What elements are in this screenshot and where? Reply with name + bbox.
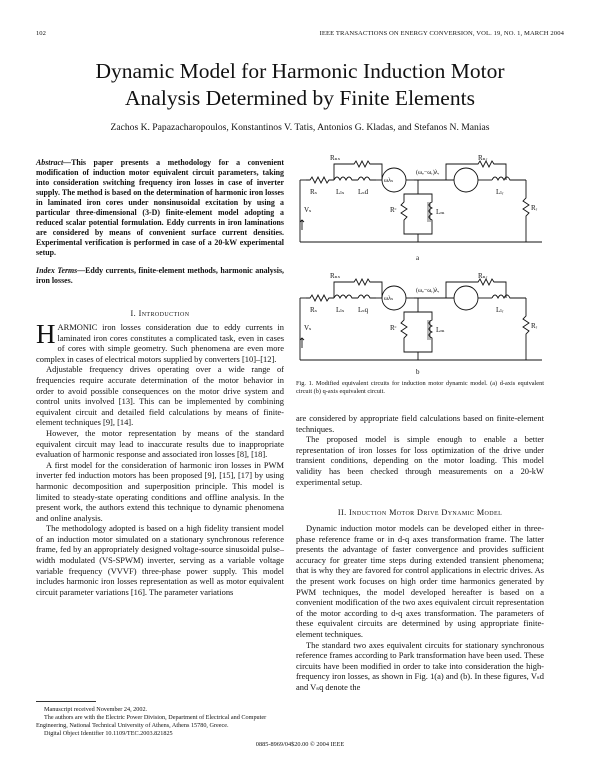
footnote-received: Manuscript received November 24, 2002. (44, 706, 148, 713)
label-lsq-b: Lₛq (358, 306, 369, 314)
lsd-inductor-a (358, 177, 376, 180)
index-terms-text: Eddy currents, finite-element methods, harmonic analysis, iron losses. (36, 266, 284, 285)
label-llr-b: Lₗᵣ (496, 306, 504, 314)
label-llr-a: Lₗᵣ (496, 188, 504, 196)
label-rr-b: Rᵣ (531, 322, 538, 330)
label-src2-a: (ωₑ−ωᵣ)λᵣ (416, 169, 440, 176)
label-rfr-b: Rₙᵣ (478, 272, 488, 280)
label-lsd-a: Lₛd (358, 188, 369, 196)
voltage-arrow-b (300, 338, 304, 348)
circuit-b (300, 272, 542, 376)
drop-cap: H (36, 319, 56, 349)
rfr-resistor-b (446, 279, 506, 298)
lls-inductor-a (334, 177, 358, 180)
rfr-resistor-a (446, 161, 506, 180)
label-vs-a: Vₛ (304, 206, 312, 214)
page-number: 102 (36, 30, 46, 37)
figure-label-a: a (416, 254, 420, 262)
abstract-label: Abstract— (36, 158, 72, 167)
rr-resistor-a (523, 180, 529, 242)
label-rc-a: Rᶜ (390, 206, 397, 214)
label-lm-a: Lₘ (436, 208, 445, 216)
rs-resistor-a (306, 177, 334, 183)
section2-paragraph-2: The standard two axes equivalent circuits for stationary synchronous reference frames according to Park transformation have been used. These circuits have been modified in order to take into consideration the high-frequency iron losses, as shown in Fig. 1(a) and (b). In these figures, Vₛd and Vₛq denote the (296, 639, 544, 692)
copyright-footer: 0885-8969/04$20.00 © 2004 IEEE (255, 741, 345, 748)
intro-paragraph-1 (36, 319, 284, 364)
author-list: Zachos K. Papazacharopoulos, Konstantinos V. Tatis, Antonios G. Kladas, and Stefanos N. Manias (110, 122, 490, 133)
col2-paragraph-1: are considered by appropriate field calculations based on finite-element techniques. (296, 413, 544, 434)
llr-inductor-b (492, 295, 526, 298)
lsq-inductor-b (358, 295, 376, 298)
intro-paragraph-2: Adjustable frequency drives operating over a wide range of frequencies require accurate determination of the motor behavior in order to avoid possible consequences on the motor drive system and control units involved [13]. This can be implemented by combining equivalent circuit and detailed field calculations by means of finite-element techniques [9], [14]. (36, 364, 284, 428)
circuit-a (300, 154, 542, 262)
rc-resistor-a (401, 180, 418, 242)
label-lls-b: Lₗₛ (336, 306, 345, 314)
label-src2-b: (ωₑ−ωᵣ)λᵣ (416, 287, 440, 294)
equivalent-circuit-diagram (296, 150, 546, 378)
rr-resistor-b (523, 298, 529, 360)
label-lls-a: Lₗₛ (336, 188, 345, 196)
figure-label-b: b (416, 368, 420, 376)
llr-inductor-a (492, 177, 526, 180)
source-slip-lambda-a (454, 168, 478, 192)
running-header (36, 30, 564, 42)
label-src1-a: ωλₛ (384, 177, 394, 184)
label-lm-b: Lₘ (436, 326, 445, 334)
label-rs-a: Rₛ (310, 188, 318, 196)
lls-inductor-b (334, 295, 358, 298)
intro-paragraph-3: However, the motor representation by means of the standard equivalent circuit may lead to inaccurate results due to inappropriate evaluation of harmonic response and associated iron losses [8], [18]. (36, 427, 284, 460)
journal-header: IEEE TRANSACTIONS ON ENERGY CONVERSION, VOL. 19, NO. 1, MARCH 2004 (319, 30, 564, 37)
introduction-body (36, 319, 284, 597)
section2-paragraph-1: Dynamic induction motor models can be developed either in three-phase reference frame or in d-q axes transformation frame. The latter presents the advantage of faster convergence and provides sufficient accuracy for greater time steps during extended transient phenomena; that is why they are favored for control applications in electric drives. As the present work focuses on high order time harmonics generated by PWM techniques, the model developed hereafter is based on a convenient modification of the two axes equivalent circuit representation of the motor according to d-q axes transformation. The parameters of these equivalent circuits are determined by using appropriate finite-element techniques. (296, 523, 544, 639)
label-rfs-b: Rₙₛ (330, 272, 341, 280)
intro-p1-text: iron losses consideration due to eddy currents in laminated iron cores constitutes a complicated task, even in cases of cores with simple geometry. Such phenomena are even more complex in cases of electrical motors supplied by converters [10]–[12]. (36, 322, 284, 364)
footnotes (36, 706, 284, 738)
figure-caption: Fig. 1. Modified equivalent circuits for induction motor dynamic model. (a) d-axis equivalent circuit (b) q-axis equivalent circuit. (296, 380, 544, 396)
paper-title (30, 58, 570, 112)
figure-1 (296, 150, 546, 378)
label-rs-b: Rₛ (310, 306, 318, 314)
index-terms-label: Index Terms— (36, 266, 86, 275)
label-vs-b: Vₛ (304, 324, 312, 332)
intro-paragraph-4: A first model for the consideration of harmonic iron losses in PWM inverter fed induction motors has been proposed [9], [15], [17] by using harmonic decomposition and superposition principle. This model is limited to steady-state operating conditions and offline analysis. In the present work, the authors extend this technique to dynamic phenomena and online analysis. (36, 459, 284, 523)
section-heading-dynamic-model: II. Induction Motor Drive Dynamic Model (337, 508, 503, 517)
section-heading-introduction: I. Introduction (130, 309, 190, 318)
rfs-resistor-a (334, 161, 382, 180)
voltage-arrow-a (300, 220, 304, 230)
label-src1-b: ωλₛ (384, 295, 394, 302)
abstract-text: This paper presents a methodology for a convenient modification of induction motor equivalent circuit parameters, taking into consideration switching frequency iron losses in case of inverter supply. The method is based on the determination of harmonic iron losses in laminated iron cores under nonsinusoidal excitation by using a particular three-dimensional (3-D) finite-element model adopting a reduced scalar potential formulation. Eddy currents in iron laminations are considered by means of convenient surface current densities. Experimental verification is performed in case of a 20-kW experimental setup. (36, 158, 284, 257)
label-rfs-a: Rₙₛ (330, 154, 341, 162)
source-slip-lambda-b (454, 286, 478, 310)
label-rfr-a: Rₙᵣ (478, 154, 488, 162)
label-rc-b: Rᶜ (390, 324, 397, 332)
index-terms (36, 266, 284, 286)
column2-continuation (296, 413, 544, 487)
footnote-affiliation: The authors are with the Electric Power Division, Department of Electrical and Computer Engineering, National Technical University of Athens, Athens 15780, Greece. (36, 714, 267, 729)
abstract (36, 158, 284, 258)
footnote-rule (36, 701, 96, 702)
rfs-resistor-b (334, 279, 382, 298)
label-rr-a: Rᵣ (531, 204, 538, 212)
intro-lead-word: ARMONIC (57, 322, 98, 332)
title-line-1: Dynamic Model for Harmonic Induction Motor (95, 59, 505, 83)
section2-body (296, 523, 544, 693)
rs-resistor-b (306, 295, 334, 301)
col2-paragraph-2: The proposed model is simple enough to enable a better representation of iron losses for loss optimization of the drive under transient conditions, depending on the motor loading. This model validity has been checked through measurements on a 20-kW experimental setup. (296, 434, 544, 487)
intro-paragraph-5: The methodology adopted is based on a high fidelity transient model of an induction motor simulated on a stationary synchronous reference frame, fed by an appropriately designed voltage-source sinusoidal pulse–width modulated (VS-SPWM) inverter, serving as a variable voltage variable frequency (VVVF) three-phase power supply. This model includes harmonic iron losses representation as well as motor equivalent circuit parameter variations [16]. The parameter variations (36, 523, 284, 597)
rc-resistor-b (401, 298, 418, 360)
title-line-2: Analysis Determined by Finite Elements (125, 86, 475, 110)
footnote-doi: Digital Object Identifier 10.1109/TEC.2003.821825 (44, 730, 173, 737)
